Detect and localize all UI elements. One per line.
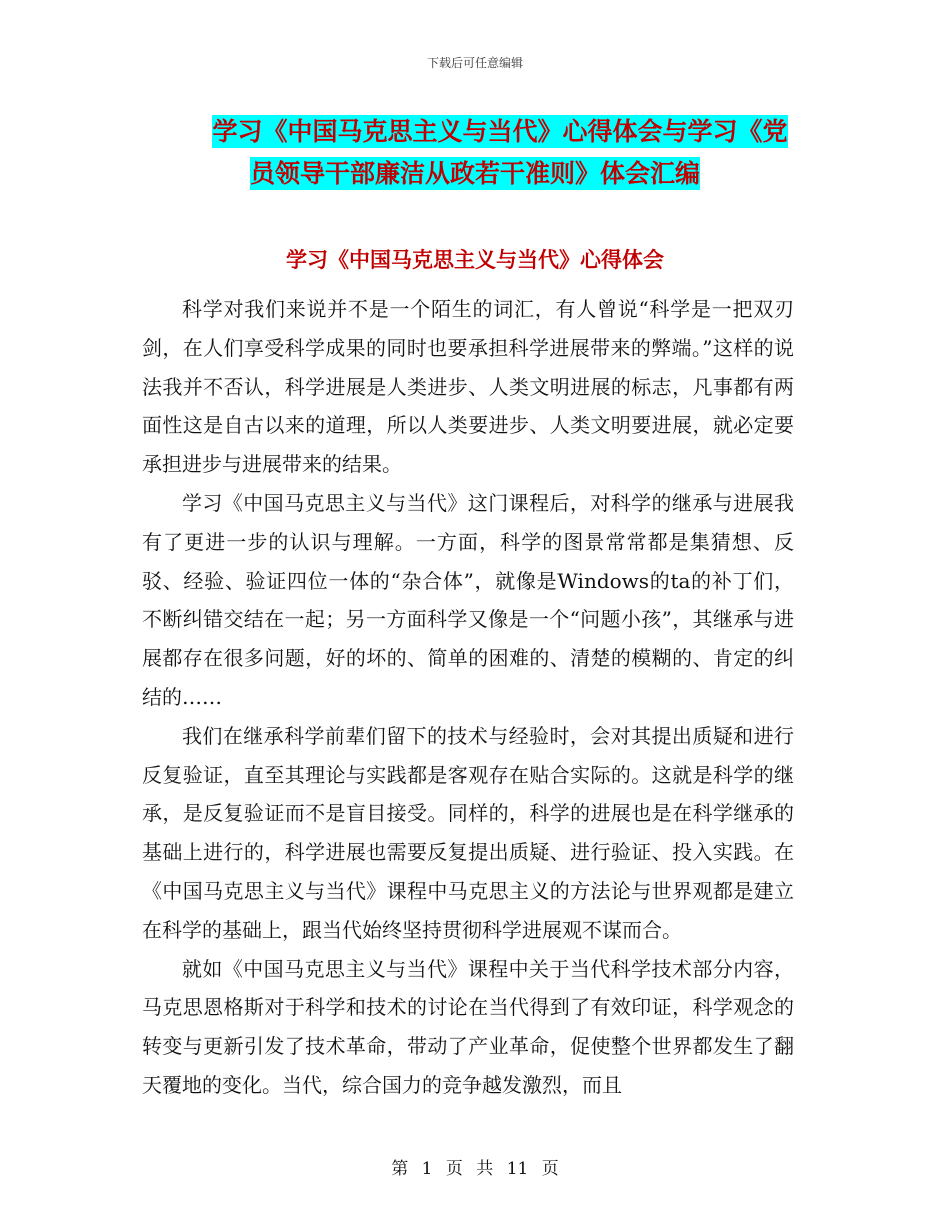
document-title-line-2	[0, 152, 950, 196]
footer-page-unit: 页	[445, 1159, 463, 1179]
paragraph: 我们在继承科学前辈们留下的技术与经验时，会对其提出质疑和进行反复验证，直至其理论与实践都是客观存在贴合实际的。这就是科学的继承，是反复验证而不是盲目接受。同样的，科学的进展也是在科学继承的基础上进行的，科学进展也需要反复提出质疑、进行验证、投入实践。在《中国马克思主义与当代》课程中马克思主义的方法论与世界观都是建立在科学的基础上，跟当代始终坚持贯彻科学进展观不谋而合。	[142, 723, 794, 942]
page-header-note: 下载后可任意编辑	[426, 56, 523, 70]
footer-prefix: 第	[391, 1159, 409, 1179]
document-title-line-1-text: 学习《中国马克思主义与当代》心得体会与学习《党	[212, 117, 788, 146]
document-title-line-1	[0, 110, 950, 154]
current-page-number: 1	[421, 1159, 433, 1179]
paragraph: 就如《中国马克思主义与当代》课程中关于当代科学技术部分内容，马克思恩格斯对于科学和技术的讨论在当代得到了有效印证，科学观念的转变与更新引发了技术革命，带动了产业革命，促使整个世界都发生了翻天覆地的变化。当代，综合国力的竞争越发激烈，而且	[142, 956, 794, 1097]
body-text	[142, 290, 794, 1105]
document-title-line-2-text: 员领导干部廉洁从政若干准则》体会汇编	[249, 159, 700, 188]
total-page-count: 11	[506, 1159, 529, 1179]
footer-total-unit: 页	[541, 1159, 559, 1179]
page-footer	[0, 1154, 950, 1179]
paragraph: 学习《中国马克思主义与当代》这门课程后，对科学的继承与进展我有了更进一步的认识与理解。一方面，科学的图景常常都是集猜想、反驳、经验、验证四位一体的“杂合体”，就像是Windows的ta的补丁们，不断纠错交结在一起；另一方面科学又像是一个“问题小孩”，其继承与进展都存在很多问题，好的坏的、简单的困难的、清楚的模糊的、肯定的纠结的……	[142, 490, 794, 709]
section-title: 学习《中国马克思主义与当代》心得体会	[286, 248, 664, 272]
footer-total-prefix: 共	[476, 1159, 494, 1179]
paragraph: 科学对我们来说并不是一个陌生的词汇，有人曾说“科学是一把双刃剑，在人们享受科学成果的同时也要承担科学进展带来的弊端。”这样的说法我并不否认，科学进展是人类进步、人类文明进展的标志，凡事都有两面性这是自古以来的道理，所以人类要进步、人类文明要进展，就必定要承担进步与进展带来的结果。	[142, 297, 794, 477]
